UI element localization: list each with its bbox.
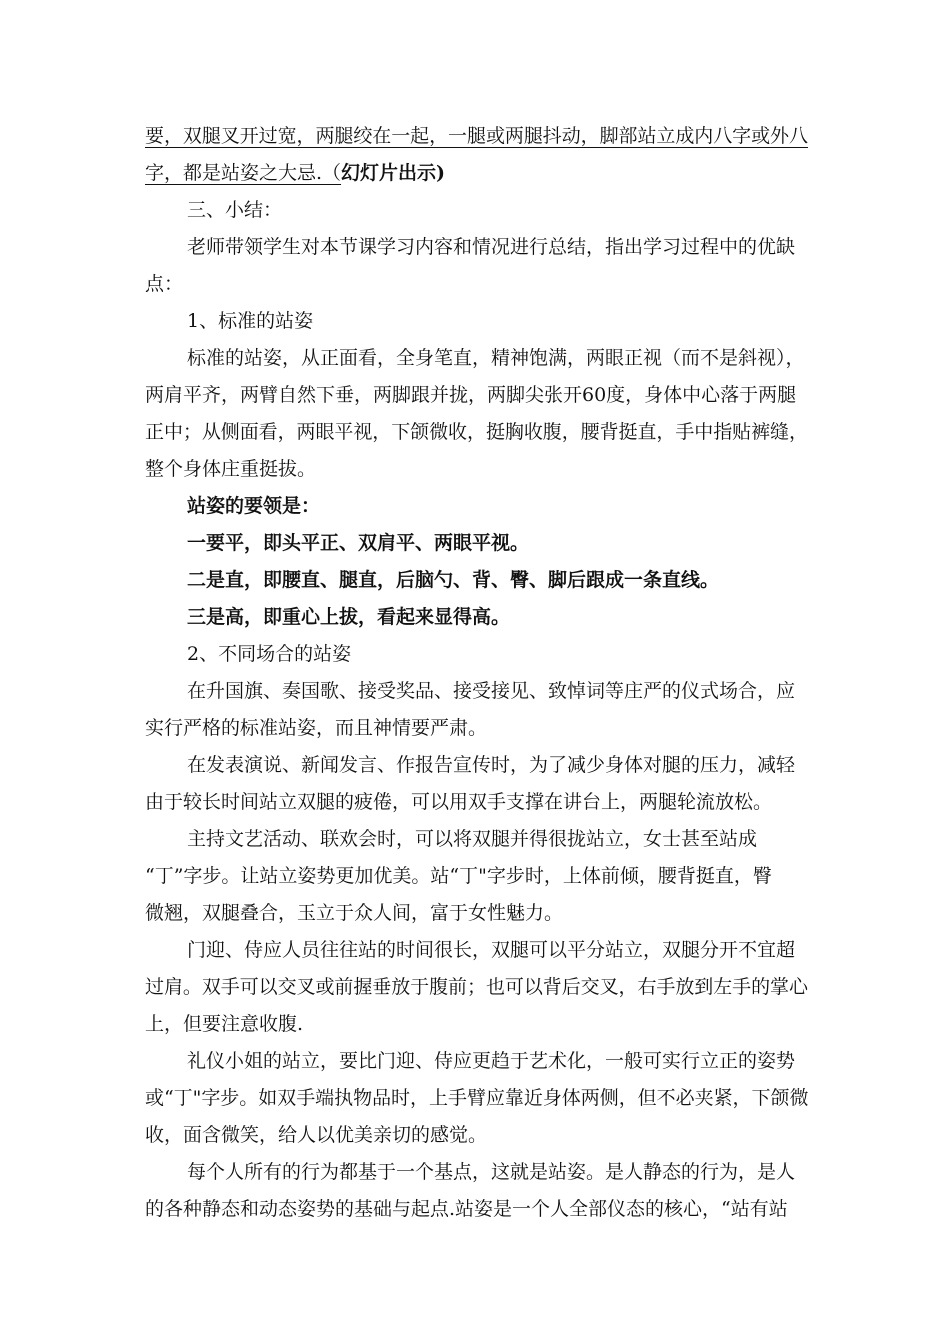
paragraph-line: 在发表演说、新闻发言、作报告宣传时，为了减少身体对腿的压力，减轻 xyxy=(187,754,796,776)
paragraph-line: 要，双腿叉开过宽，两腿绞在一起，一腿或两腿抖动，脚部站立成内八字或外八 xyxy=(145,125,808,147)
paragraph-line: 在升国旗、奏国歌、接受奖品、接受接见、致悼词等庄严的仪式场合，应 xyxy=(187,680,796,702)
paragraph-line: 实行严格的标准站姿，而且神情要严肃。 xyxy=(145,717,488,739)
paragraph-line: 老师带领学生对本节课学习内容和情况进行总结，指出学习过程中的优缺 xyxy=(187,236,796,258)
paragraph-line: 整个身体庄重挺拔。 xyxy=(145,458,317,480)
paragraph-line: 每个人所有的行为都基于一个基点，这就是站姿。是人静态的行为，是人 xyxy=(187,1161,796,1183)
subsection-heading: 1、标准的站姿 xyxy=(187,310,314,332)
paragraph-line: 过肩。双手可以交叉或前握垂放于腹前；也可以背后交叉，右手放到左手的掌心 xyxy=(145,976,808,998)
bold-note: 幻灯片出示) xyxy=(341,162,446,184)
paragraph-line: 门迎、侍应人员往往站的时间很长，双腿可以平分站立，双腿分开不宜超 xyxy=(187,939,796,961)
bold-point: 三是高，即重心上拔，看起来显得高。 xyxy=(187,606,511,628)
paragraph-line: 的各种静态和动态姿势的基础与起点.站姿是一个人全部仪态的核心，“站有站 xyxy=(145,1198,788,1220)
bold-heading: 站姿的要领是： xyxy=(187,495,321,517)
paragraph-line: 两肩平齐，两臂自然下垂，两脚跟并拢，两脚尖张开60度，身体中心落于两腿 xyxy=(145,384,797,406)
paragraph-line: 微翘，双腿叠合，玉立于众人间，富于女性魅力。 xyxy=(145,902,564,924)
paragraph-line: 点： xyxy=(145,273,184,295)
bold-point: 一要平，即头平正、双肩平、两眼平视。 xyxy=(187,532,530,554)
paragraph-line: 由于较长时间站立双腿的疲倦，可以用双手支撑在讲台上，两腿轮流放松。 xyxy=(145,791,773,813)
paragraph-line: 上，但要注意收腹. xyxy=(145,1013,304,1035)
section-heading: 三、小结： xyxy=(187,199,283,221)
subsection-heading: 2、不同场合的站姿 xyxy=(187,643,352,665)
paragraph-line: 主持文艺活动、联欢会时，可以将双腿并得很拢站立，女士甚至站成 xyxy=(187,828,758,850)
bold-point: 二是直，即腰直、腿直，后脑勺、背、臀、脚后跟成一条直线。 xyxy=(187,569,720,591)
paragraph-line: 收，面含微笑，给人以优美亲切的感觉。 xyxy=(145,1124,488,1146)
paragraph-line: “丁”字步。让站立姿势更加优美。站“丁"字步时，上体前倾，腰背挺直，臀 xyxy=(145,865,772,887)
paragraph-line: 正中；从侧面看，两眼平视，下颌微收，挺胸收腹，腰背挺直，手中指贴裤缝， xyxy=(145,421,808,443)
underlined-text: 字，都是站姿之大忌.（ xyxy=(145,162,342,184)
paragraph-line: 或“丁"字步。如双手端执物品时，上手臂应靠近身体两侧，但不必夹紧，下颌微 xyxy=(145,1087,809,1109)
paragraph-line: 礼仪小姐的站立，要比门迎、侍应更趋于艺术化，一般可实行立正的姿势 xyxy=(187,1050,796,1072)
paragraph-line xyxy=(145,160,445,186)
paragraph-line: 标准的站姿，从正面看，全身笔直，精神饱满，两眼正视（而不是斜视）， xyxy=(187,347,805,369)
